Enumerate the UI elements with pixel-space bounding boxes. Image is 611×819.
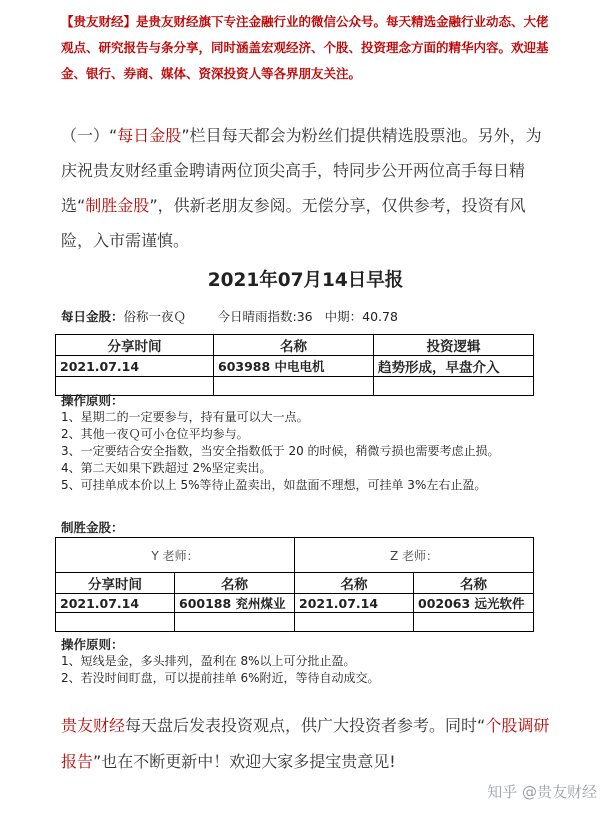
- rules-title: 操作原则：: [61, 637, 124, 652]
- teacher-y: Y 老师：: [56, 538, 295, 573]
- rule-item: 4、第二天如果下跌超过 2%坚定卖出。: [61, 461, 272, 475]
- zhihu-watermark: 知乎 @贵友财经: [487, 783, 597, 801]
- daily-stock-header: [61, 307, 398, 325]
- para2-text-2: ”也在不断更新中！欢迎大家多提宝贵意见!: [93, 752, 396, 771]
- rule-item: 1、短线是金，多头排列，盈利在 8%以上可分批止盈。: [61, 654, 356, 668]
- table-cell: 600188 兖州煤业: [175, 594, 295, 613]
- table-cell: 603988 中电电机: [214, 356, 374, 377]
- para2-text-1: 每天盘后发表投资观点，供广大投资者参考。同时“: [125, 716, 486, 735]
- column-header: 分享时间: [56, 573, 175, 594]
- intro-paragraph: 【贵友财经】是贵友财经旗下专注金融行业的微信公众号。每天精选金融行业动态、大佬观点、研究报告与条分享，同时涵盖宏观经济、个股、投资理念方面的精华内容。欢迎基金、银行、券商、媒体、资深投资人等各界朋友关注。: [61, 14, 549, 81]
- weather-index: 今日晴雨指数:36: [217, 309, 313, 324]
- teacher-z: Z 老师：: [295, 538, 534, 573]
- column-header: 名称: [214, 335, 374, 356]
- daily-stock-label: 每日金股：: [61, 309, 124, 324]
- para1-text-1: （一）“: [61, 126, 118, 145]
- table-row: [56, 613, 534, 632]
- research-report-highlight: 个股调研报告: [61, 716, 550, 771]
- column-description: [61, 118, 556, 258]
- table-cell: 2021.07.14: [295, 594, 414, 613]
- table-cell: [56, 613, 175, 632]
- rule-item: 3、一定要结合安全指数，当安全指数低于 20 的时候，稍微亏损也需要考虑止损。: [61, 444, 500, 458]
- mid-term-index: 中期：40.78: [324, 309, 398, 324]
- table-cell: [175, 613, 295, 632]
- rule-item: 2、其他一夜Ｑ可小仓位平均参与。: [61, 427, 249, 441]
- table-row: [56, 594, 534, 613]
- para1-text-2: ”栏目每天都会为粉丝们提供精选股票池。另外，为庆祝贵友财经重金聘请两位顶尖高手，特同步公开两位高手每日精选“: [61, 126, 542, 215]
- column-header: 分享时间: [56, 335, 214, 356]
- table-cell: 2021.07.14: [56, 356, 214, 377]
- report-title: 2021年07月14日早报: [207, 270, 404, 291]
- teacher-row: [56, 538, 534, 573]
- closing-paragraph: [61, 708, 556, 780]
- daily-stock-table: [55, 334, 534, 396]
- winning-stock-highlight: 制胜金股: [85, 196, 150, 215]
- table-header-row: [56, 573, 534, 594]
- daily-stock-source: 俗称一夜Ｑ: [123, 309, 187, 324]
- para1-text-3: ”，供新老朋友参阅。无偿分享，仅供参考，投资有风险，入市需谨慎。: [61, 196, 526, 250]
- table-cell: [295, 613, 414, 632]
- table-cell: 2021.07.14: [56, 594, 175, 613]
- table-cell: 趋势形成，早盘介入: [374, 356, 534, 377]
- column-header: 名称: [295, 573, 414, 594]
- winning-stock-table: [55, 537, 534, 632]
- table-header-row: [56, 335, 534, 356]
- rule-item: 5、可挂单成本价以上 5%等待止盈卖出，如盘面不理想，可挂单 3%左右止盈。: [61, 478, 487, 492]
- column-header: 名称: [175, 573, 295, 594]
- table-cell: [414, 613, 534, 632]
- column-header: 投资逻辑: [374, 335, 534, 356]
- daily-stock-highlight: 每日金股: [117, 126, 182, 145]
- rule-item: 2、若没时间盯盘，可以提前挂单 6%附近，等待自动成交。: [61, 671, 380, 685]
- winning-stock-label: 制胜金股：: [61, 520, 124, 535]
- operation-rules-1: [61, 392, 500, 494]
- brand-highlight: 贵友财经: [61, 716, 126, 735]
- rules-title: 操作原则：: [61, 393, 124, 408]
- rule-item: 1、星期二的一定要参与，持有量可以大一点。: [61, 410, 309, 424]
- operation-rules-2: [61, 636, 380, 687]
- column-header: 名称: [414, 573, 534, 594]
- table-cell: 002063 远光软件: [414, 594, 534, 613]
- table-row: [56, 356, 534, 377]
